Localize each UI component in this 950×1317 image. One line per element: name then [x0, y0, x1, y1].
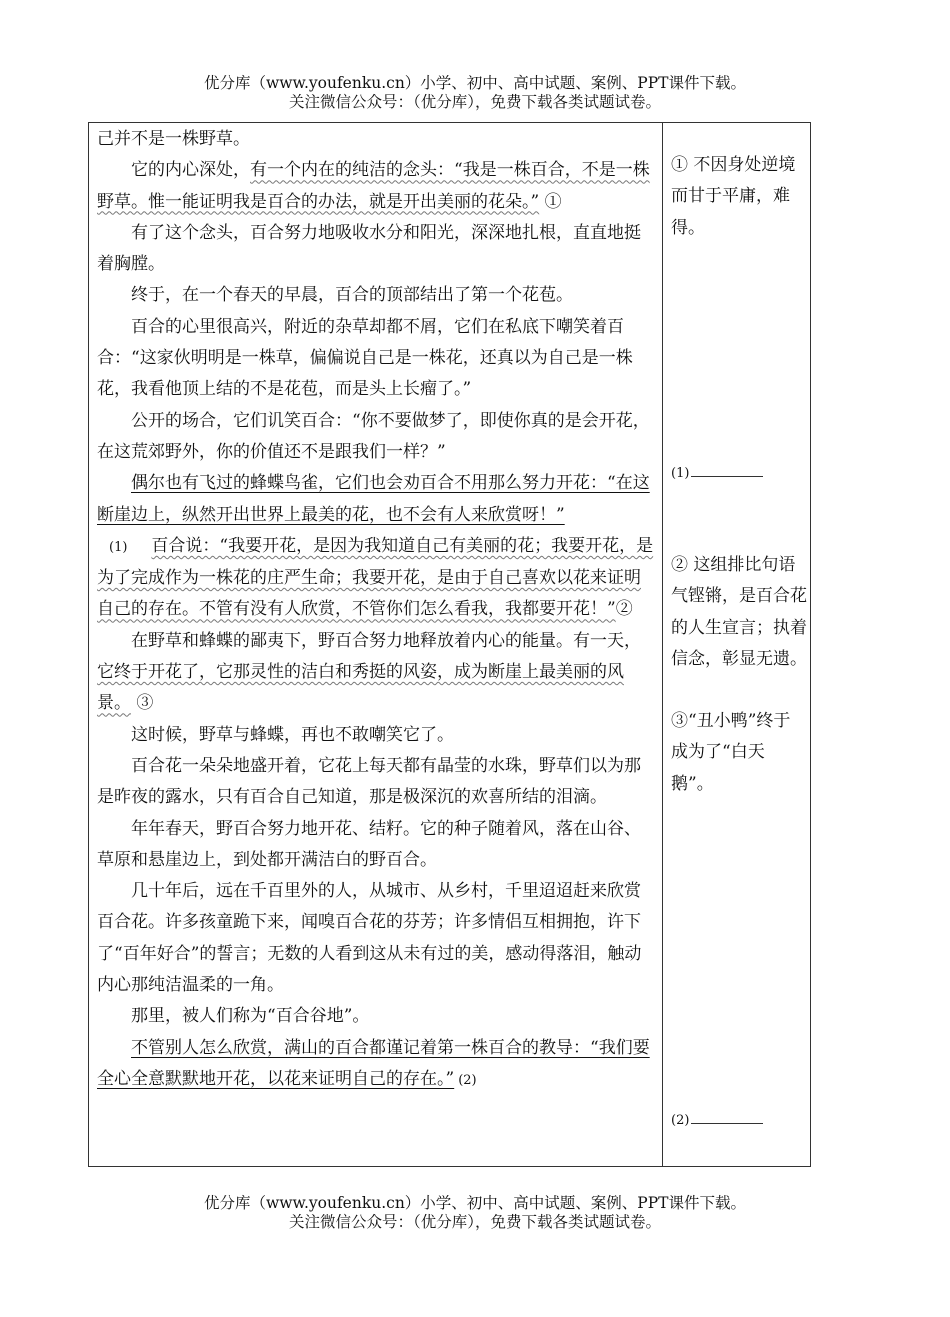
- footer-line-2: 关注微信公众号：（优分库），免费下载各类试题试卷。: [288, 1213, 661, 1231]
- paragraph: [97, 468, 655, 531]
- paragraph: 这时候，野草与蜂蝶，再也不敢嘲笑它了。: [131, 724, 454, 745]
- paragraph: 己并不是一株野草。: [97, 129, 250, 149]
- paragraph: 在野草和蜂蝶的鄙夷下，野百合努力地释放着内心的能量。有一天，它终于开花了，它那灵性的洁白和秀挺的风姿，成为断崖上最美丽的风景。 ③: [97, 630, 641, 714]
- wavy-annotated-text: 它终于开花了，它那灵性的洁白和秀挺的风姿，成为断崖上最美丽的风景。: [97, 662, 624, 714]
- paragraph: 百合花一朵朵地盛开着，它花上每天都有晶莹的水珠，野草们以为那是昨夜的露水，只有百合自己知道，那是极深沉的欢喜所结的泪滴。: [97, 755, 641, 808]
- underlined-text: 不管别人怎么欣赏，满山的百合都谨记着第一株百合的教导：“我们要全心全意默默地开花，以花来证明自己的存在。”: [97, 1037, 650, 1089]
- underlined-text: 偶尔也有飞过的蜂蝶鸟雀，它们也会劝百合不用那么努力开花：“在这断崖边上，纵然开出世界上最美的花，也不会有人来欣赏呀！”: [97, 473, 650, 525]
- paragraph: 它的内心深处，有一个内在的纯洁的念头：“我是一株百合，不是一株野草。惟一能证明我是百合的办法，就是开出美丽的花朵。” ①: [97, 160, 650, 212]
- page-footer: [0, 1194, 950, 1232]
- wavy-annotated-text: 百合说：“我要开花，是因为我知道自己有美丽的花；我要开花，是为了完成作为一株花的庄严生命；我要开花，是由于自己喜欢以花来证明自己的存在。不管有没有人欣赏，不管你们怎么看我，我都要开花！”: [97, 535, 654, 620]
- footer-line-1: 优分库（www.youfenku.cn）小学、初中、高中试题、案例、PPT课件下载。: [203, 1194, 747, 1212]
- paragraph: [97, 531, 655, 626]
- paragraph: 有了这个念头，百合努力地吸收水分和阳光，深深地扎根，直直地挺着胸膛。: [97, 222, 641, 275]
- paragraph: 百合的心里很高兴，附近的杂草却都不屑，它们在私底下嘲笑着百合：“这家伙明明是一株草，偏偏说自己是一株花，还真以为自己是一株花，我看他顶上结的不是花苞，而是头上长瘤了。”: [97, 316, 633, 400]
- passage-column: [97, 124, 655, 1096]
- paragraph: 年年春天，野百合努力地开花、结籽。它的种子随着风，落在山谷、草原和悬崖边上，到处都开满洁白的野百合。: [97, 818, 641, 870]
- wavy-annotated-text: 有一个内在的纯洁的念头：“我是一株百合，不是一株野草。惟一能证明我是百合的办法，就是开出美丽的花朵。”: [97, 160, 650, 212]
- annotation-mark: ①: [544, 191, 562, 212]
- paragraph: 几十年后，远在千百里外的人，从城市、从乡村，千里迢迢赶来欣赏百合花。许多孩童跪下来，闻嗅百合花的芬芳；许多情侣互相拥抱，许下了“百年好合”的誓言；无数的人看到这从未有过的美，感动得落泪，触动内心那纯洁温柔的一角。: [97, 881, 642, 996]
- header-line-2: 关注微信公众号：（优分库），免费下载各类试题试卷。: [288, 93, 661, 111]
- paragraph: 终于，在一个春天的早晨，百合的顶部结出了第一个花苞。: [131, 285, 573, 306]
- paragraph: [97, 1033, 655, 1097]
- answer-line[interactable]: [691, 476, 763, 477]
- header-line-1: 优分库（www.youfenku.cn）小学、初中、高中试题、案例、PPT课件下载。: [203, 74, 747, 92]
- answer-line[interactable]: [691, 1123, 763, 1124]
- paragraph: 公开的场合，它们讥笑百合：“你不要做梦了，即使你真的是会开花，在这荒郊野外，你的价值还不是跟我们一样？”: [97, 410, 650, 462]
- answer-blank-2: (2): [671, 1113, 763, 1128]
- paragraph: 那里，被人们称为“百合谷地”。: [131, 1006, 370, 1027]
- column-divider: [662, 122, 663, 1167]
- question-marker: (1): [109, 539, 128, 555]
- answer-blank-1: (1): [671, 466, 763, 481]
- page-header: [0, 74, 950, 112]
- side-note-3: ③“丑小鸭”终于成为了“白天鹅”。: [671, 711, 791, 794]
- annotation-mark: ②: [615, 599, 633, 620]
- question-marker: (2): [458, 1072, 477, 1088]
- side-note-2: ② 这组排比句语气铿锵，是百合花的人生宣言；执着信念，彰显无遗。: [671, 555, 807, 669]
- annotation-mark: ③: [136, 693, 154, 714]
- side-note-1: ① 不因身处逆境而甘于平庸，难得。: [671, 155, 796, 238]
